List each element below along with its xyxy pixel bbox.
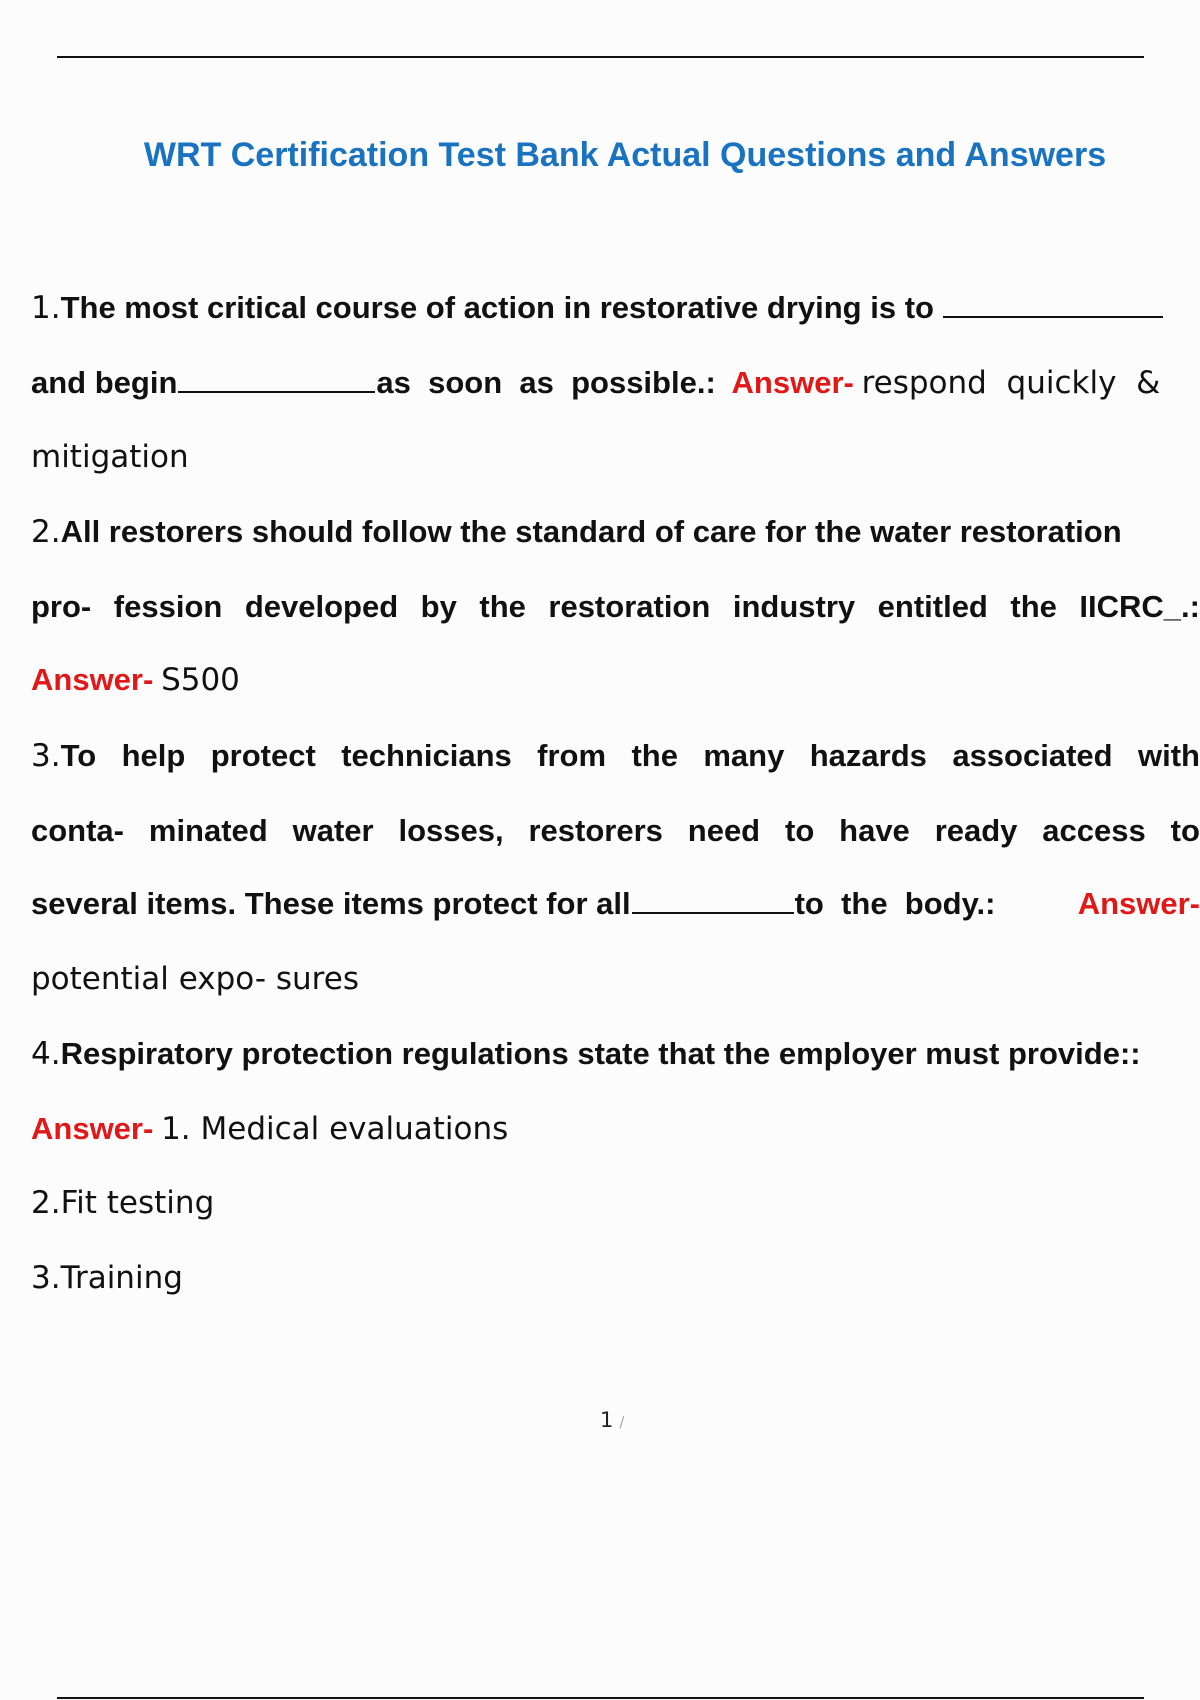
word: entitled <box>877 589 988 624</box>
question-4-line-4 <box>31 1253 183 1303</box>
word: the <box>1010 589 1057 624</box>
word-group <box>31 731 96 781</box>
word: access <box>1042 813 1146 848</box>
question-3-text-cont: several items. These items protect for all <box>31 886 631 921</box>
word: technicians <box>341 738 512 773</box>
question-1-answer-label: Answer- <box>731 365 854 400</box>
word: help <box>121 738 186 773</box>
question-1-line-3 <box>31 432 189 482</box>
word: the <box>479 589 526 624</box>
question-3-text-end: to the body.: <box>794 886 996 921</box>
question-3-answer-label: Answer- <box>1077 886 1200 921</box>
word: To <box>60 738 97 773</box>
word: protect <box>210 738 316 773</box>
word: losses, <box>398 813 504 848</box>
top-rule <box>57 56 1144 58</box>
word: restoration <box>548 589 711 624</box>
question-2-line-1 <box>31 507 1122 557</box>
word: ready <box>934 813 1018 848</box>
question-2-answer: S500 <box>161 662 240 698</box>
question-number: 3. <box>31 738 61 774</box>
question-4-number: 4. <box>31 1036 61 1072</box>
question-1-answer: respond quickly & <box>861 365 1161 401</box>
word: to <box>1170 813 1200 848</box>
question-4-answer-label: Answer- <box>31 1111 154 1146</box>
word: need <box>687 813 761 848</box>
word: IICRC_.: <box>1079 589 1200 624</box>
question-1-line-2 <box>31 358 1160 408</box>
word: restorers <box>528 813 663 848</box>
question-3-line-3 <box>31 879 1200 929</box>
word: hazards <box>809 738 927 773</box>
question-4-answer-3: 3.Training <box>31 1260 183 1296</box>
word: to <box>785 813 815 848</box>
question-1-text: The most critical course of action in restorative drying is to <box>60 290 934 325</box>
word: water <box>292 813 374 848</box>
question-3-line-2 <box>31 806 1200 856</box>
word: developed <box>244 589 399 624</box>
question-2-line-3 <box>31 655 240 705</box>
question-4-line-1 <box>31 1029 1141 1079</box>
question-1-blank-1 <box>943 316 1163 318</box>
word: have <box>839 813 910 848</box>
question-1-text-cont: and begin <box>31 365 178 400</box>
question-3-line-4 <box>31 954 359 1004</box>
question-1-answer-cont: mitigation <box>31 439 189 475</box>
question-2-text: All restorers should follow the standard of care for the water restoration <box>60 514 1122 549</box>
word: many <box>703 738 785 773</box>
word: pro- <box>31 589 92 624</box>
word: industry <box>732 589 856 624</box>
page-number-separator: / <box>619 1413 625 1431</box>
question-2-answer-label: Answer- <box>31 662 154 697</box>
word: by <box>420 589 457 624</box>
word: conta- <box>31 813 124 848</box>
question-1-line-1 <box>31 283 1164 333</box>
word: from <box>537 738 607 773</box>
question-1-blank-2 <box>178 391 375 393</box>
question-4-line-2 <box>31 1104 508 1154</box>
bottom-rule <box>57 1697 1144 1699</box>
word: minated <box>148 813 268 848</box>
question-1-text-end: as soon as possible.: <box>376 365 716 400</box>
word: the <box>631 738 678 773</box>
page-number <box>600 1408 624 1432</box>
question-1-number: 1. <box>31 290 61 326</box>
word: with <box>1138 738 1200 773</box>
word: fession <box>113 589 223 624</box>
question-2-number: 2. <box>31 514 61 550</box>
page-number-value: 1 <box>600 1408 614 1432</box>
question-4-answer-2: 2.Fit testing <box>31 1185 215 1221</box>
word: associated <box>952 738 1113 773</box>
question-3-answer: potential expo- sures <box>31 961 359 997</box>
question-4-answer-1: 1. Medical evaluations <box>161 1111 509 1147</box>
question-3-blank <box>632 912 794 914</box>
question-4-text: Respiratory protection regulations state that the employer must provide:: <box>60 1036 1141 1071</box>
question-2-line-2 <box>31 582 1200 632</box>
document-title: WRT Certification Test Bank Actual Questions and Answers <box>143 136 1107 174</box>
question-3-line-1 <box>31 731 1200 781</box>
question-4-line-3 <box>31 1178 214 1228</box>
